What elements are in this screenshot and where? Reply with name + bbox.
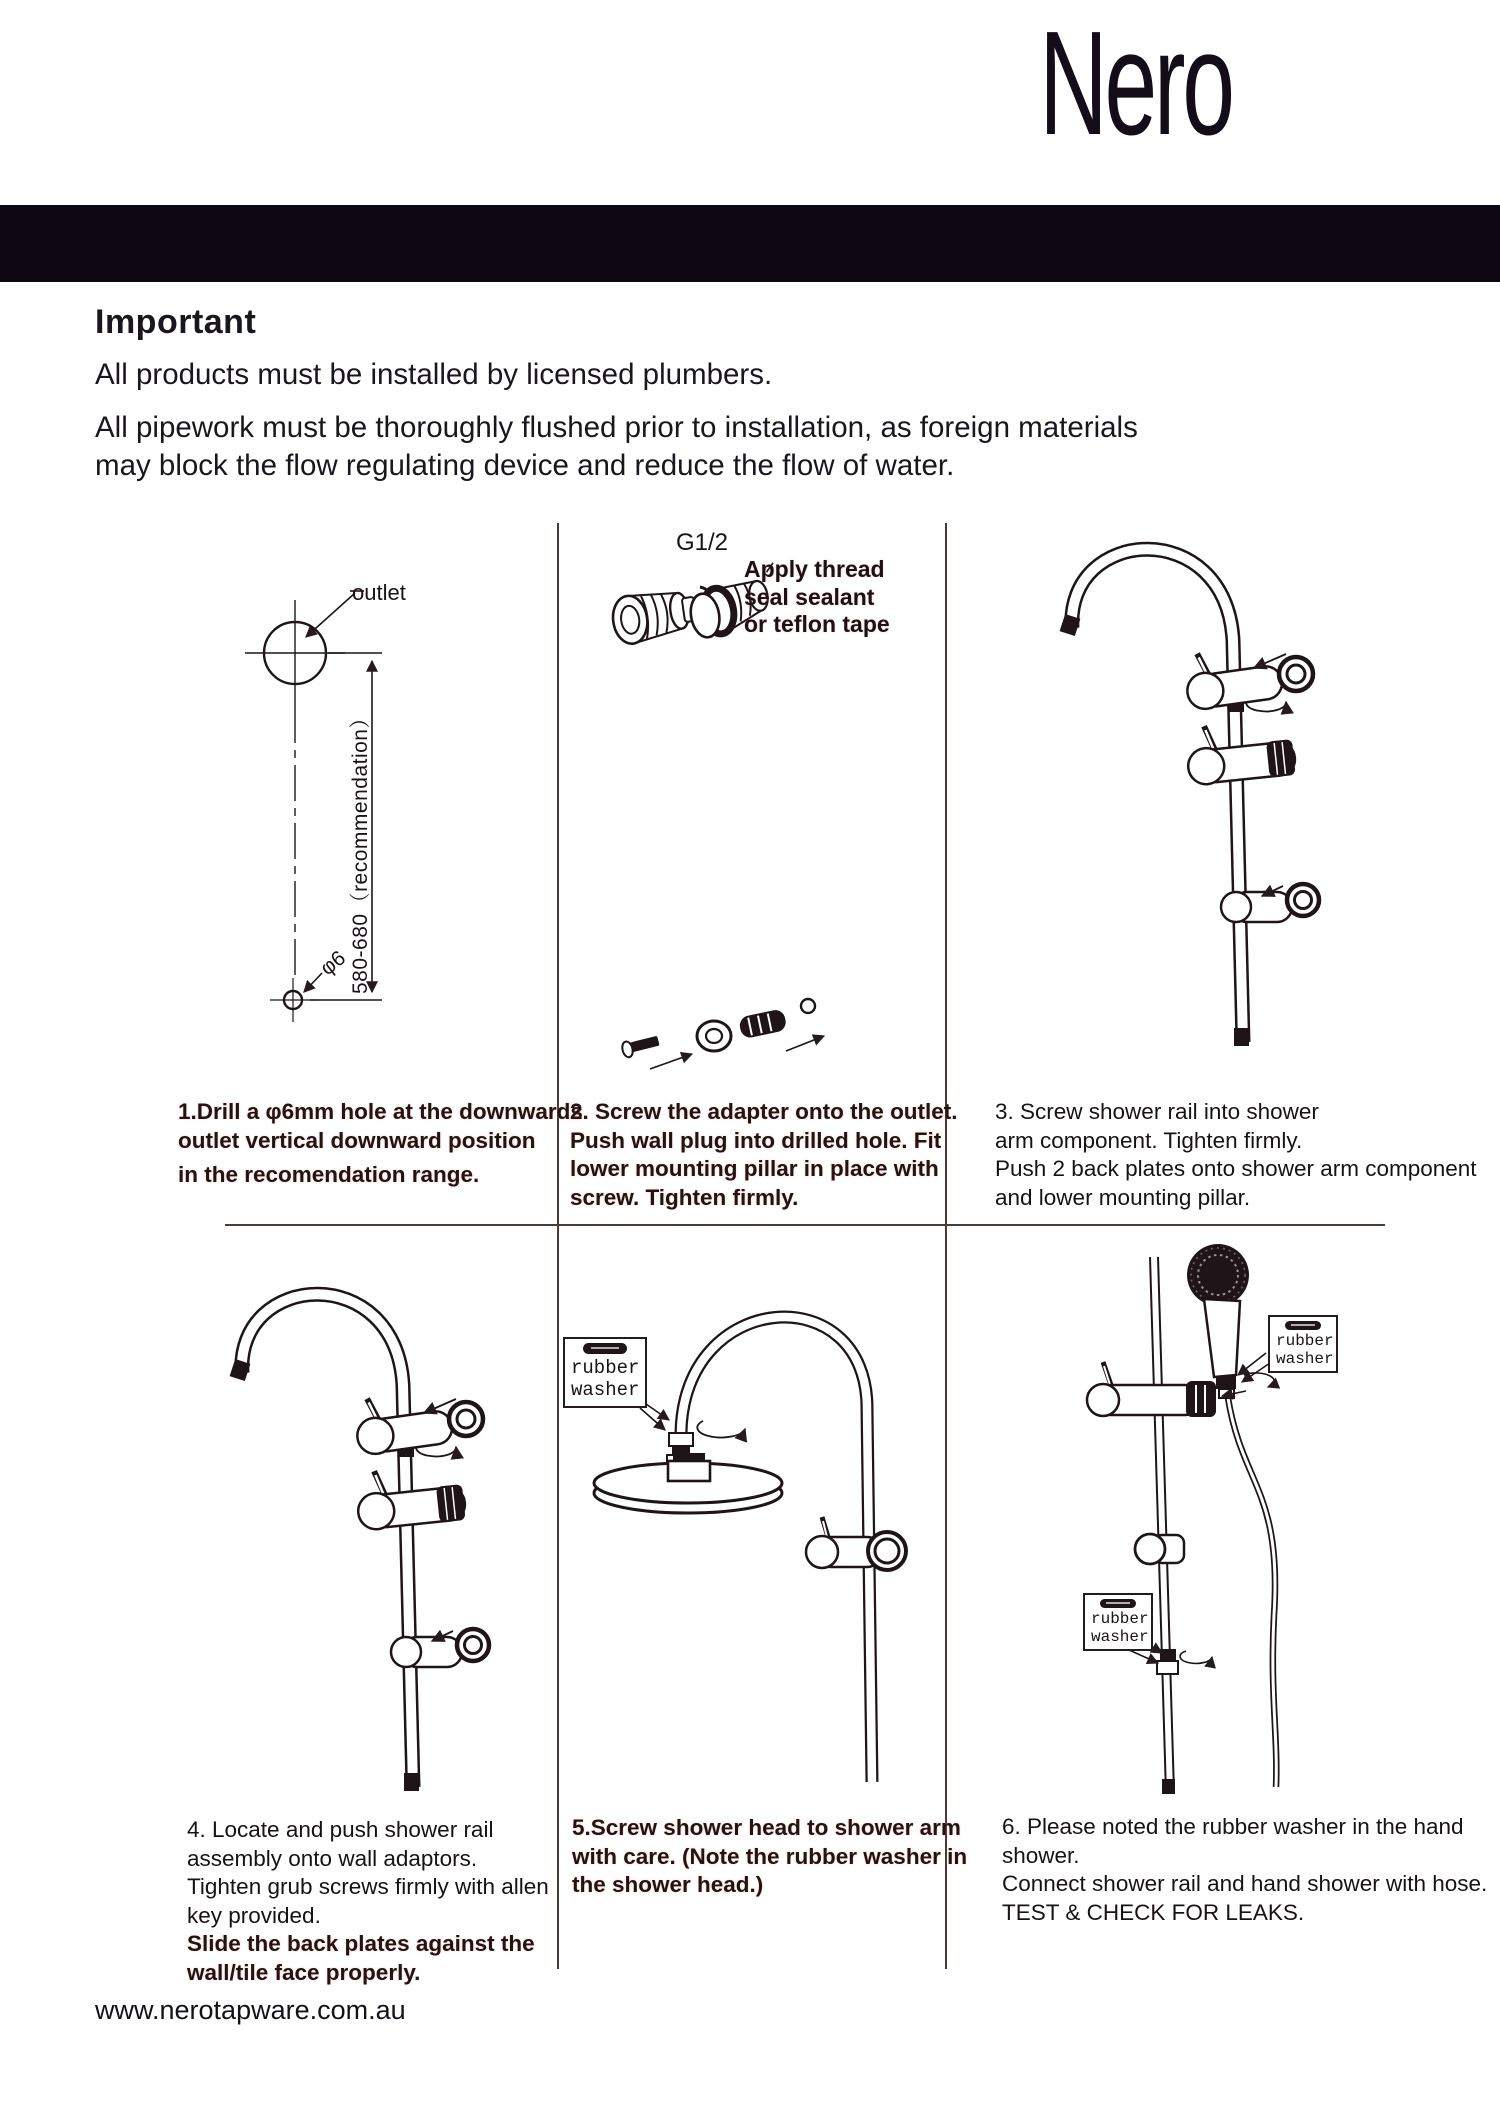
rubber-washer-icon xyxy=(1100,1599,1136,1608)
rubber-washer-label-hose xyxy=(1268,1315,1338,1373)
shower-rail-assembly-diagram xyxy=(170,1235,570,1835)
step-3-line-3: Push 2 back plates onto shower arm component xyxy=(995,1156,1477,1181)
step-6-line-1: 6. Please noted the rubber washer in the hand xyxy=(1002,1814,1464,1839)
hole-diameter-label: φ6 xyxy=(316,946,351,981)
step-5-line-1: 5.Screw shower head to shower arm xyxy=(572,1815,961,1840)
step-6-line-2: shower. xyxy=(1002,1842,1080,1868)
step-4-line-2: assembly onto wall adaptors. xyxy=(187,1845,478,1871)
step-5-caption xyxy=(572,1814,967,1900)
step-1-line-1: 1.Drill a φ6mm hole at the downwards xyxy=(178,1099,583,1124)
thread-note-line-3: or teflon tape xyxy=(744,611,890,637)
step-4-bold-1: Slide the back plates against the xyxy=(187,1931,535,1956)
rubber-washer-label-rail xyxy=(1083,1593,1153,1651)
step-4-bold-2: wall/tile face properly. xyxy=(187,1959,421,1985)
washer-word-2: washer xyxy=(1276,1350,1334,1368)
thread-note-line-1: Apply thread xyxy=(744,556,885,582)
step-2-line-3: lower mounting pillar in place with xyxy=(570,1156,939,1181)
washer-word-1: rubber xyxy=(571,1357,640,1379)
shower-rail-diagram xyxy=(1000,490,1400,1090)
brand-logo: Nero xyxy=(1039,1,1232,166)
step-5-line-3: the shower head.) xyxy=(572,1872,764,1897)
step-4-line-1: 4. Locate and push shower rail xyxy=(187,1817,494,1842)
step-3-line-2: arm component. Tighten firmly. xyxy=(995,1127,1303,1153)
step-3-caption xyxy=(995,1098,1477,1212)
washer-word-2: washer xyxy=(1091,1628,1149,1646)
step-3-line-1: 3. Screw shower rail into shower xyxy=(995,1099,1319,1124)
step-6-caption xyxy=(1002,1813,1487,1927)
washer-word-1: rubber xyxy=(1276,1332,1334,1350)
washer-word-1: rubber xyxy=(1091,1610,1149,1628)
grid-divider-horizontal xyxy=(225,1224,1385,1226)
step-1-caption xyxy=(178,1098,583,1190)
step-4-line-3: Tighten grub screws firmly with allen xyxy=(187,1874,549,1899)
dimension-label: 580-680（recommendation） xyxy=(349,707,372,994)
washer-word-2: washer xyxy=(571,1379,640,1401)
drill-position-diagram xyxy=(150,575,450,1035)
step-2-line-4: screw. Tighten firmly. xyxy=(570,1184,799,1210)
step-1-line-2: outlet vertical downward position xyxy=(178,1127,536,1153)
notice-line-1: All products must be installed by licensed plumbers. xyxy=(95,358,773,391)
rubber-washer-label-head xyxy=(563,1337,647,1408)
rubber-washer-icon xyxy=(583,1343,627,1354)
thread-size-label: G1/2 xyxy=(676,529,729,556)
step-4-caption xyxy=(187,1816,549,1987)
step-6-line-4: TEST & CHECK FOR LEAKS. xyxy=(1002,1899,1305,1925)
header-band xyxy=(0,205,1500,282)
notice-line-2b: may block the flow regulating device and reduce the flow of water. xyxy=(95,449,955,482)
step-2-caption xyxy=(570,1098,958,1212)
step-2-line-2: Push wall plug into drilled hole. Fit xyxy=(570,1127,942,1153)
outlet-label: outlet xyxy=(352,580,406,605)
step-6-line-3: Connect shower rail and hand shower with hose. xyxy=(1002,1871,1488,1896)
step-2-line-1: 2. Screw the adapter onto the outlet. xyxy=(570,1099,958,1124)
important-heading: Important xyxy=(95,303,257,341)
notice-line-2a: All pipework must be thoroughly flushed prior to installation, as foreign materials xyxy=(95,411,1138,444)
hand-shower-diagram xyxy=(990,1235,1420,1815)
step-5-line-2: with care. (Note the rubber washer in xyxy=(572,1843,968,1869)
step-4-line-4: key provided. xyxy=(187,1902,321,1928)
thread-note-line-2: seal sealant xyxy=(744,583,875,610)
step-1-line-3: in the recomendation range. xyxy=(178,1162,480,1187)
shower-head-diagram xyxy=(570,1237,960,1807)
step-3-line-4: and lower mounting pillar. xyxy=(995,1184,1251,1210)
footer-url: www.nerotapware.com.au xyxy=(95,1995,406,2025)
rubber-washer-icon xyxy=(1285,1321,1321,1330)
thread-note xyxy=(744,556,890,639)
